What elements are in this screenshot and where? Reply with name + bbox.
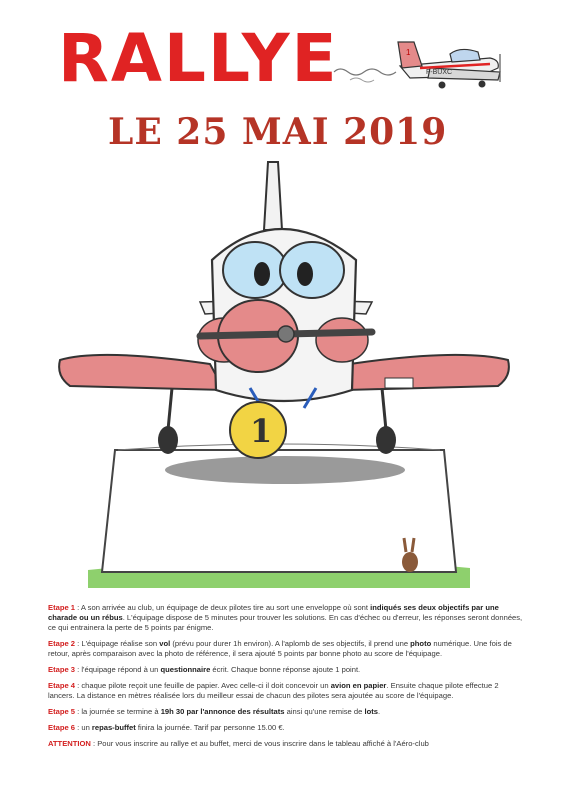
cartoon-plane-illustration	[0, 150, 569, 595]
step-text: : L'équipage réalise son	[75, 639, 160, 648]
left-pupil	[254, 262, 270, 286]
wing-marking	[385, 378, 413, 388]
right-gear-strut	[382, 388, 386, 430]
tail-fin	[264, 162, 282, 230]
small-plane-registration: F-BUXC	[426, 69, 453, 76]
step-text: : A son arrivée au club, un équipage de deux pilotes tire au sort une enveloppe où sont	[75, 603, 371, 612]
step-text: ainsi qu'une remise de	[284, 707, 365, 716]
left-wing	[59, 355, 224, 390]
step-text: : un	[75, 723, 92, 732]
right-cheek	[316, 318, 368, 362]
step-paragraph	[48, 707, 526, 717]
step-text: : chaque pilote reçoit une feuille de papier. Avec celle-ci il doit concevoir un	[75, 681, 331, 690]
step-label: ATTENTION	[48, 739, 91, 748]
step-paragraph	[48, 603, 526, 633]
event-date: LE 25 MAI 2019	[108, 111, 448, 153]
step-paragraph	[48, 739, 526, 749]
step-highlight: avion en papier	[330, 681, 387, 690]
smoke-trail-lower	[350, 78, 374, 82]
step-text: : la journée se termine à	[75, 707, 161, 716]
step-label: Etape 1	[48, 603, 76, 612]
rabbit	[402, 552, 418, 572]
step-text: .	[377, 707, 381, 716]
smoke-trail	[334, 69, 396, 75]
step-text: écrit. Chaque bonne réponse ajoute 1 point.	[210, 665, 361, 674]
step-highlight: lots	[364, 707, 378, 716]
step-text: : l'équipage répond à un	[75, 665, 161, 674]
step-text: . Ensuite chaque pilote effectue 2 lancers. La distance en mètres réalisée lors du meilleur essai de chacun des pilotes sera ajoutée au score de l'équipage.	[48, 681, 499, 700]
medal-number: 1	[250, 412, 273, 450]
small-plane-wheel	[479, 81, 486, 88]
left-gear-strut	[168, 388, 172, 430]
plane-shadow	[165, 456, 405, 484]
right-wheel	[376, 426, 396, 454]
step-text: . L'équipage dispose de 5 minutes pour trouver les solutions. En cas d'échec ou d'erreur, les réponses seront données, ce qui entrainera la perte de 5 points par énigme.	[48, 613, 523, 632]
step-text: numérique. Une fois de retour, après comparaison avec la photo de référence, il sera ajouté 5 points par bonne photo au score de l'équipage.	[48, 639, 512, 658]
step-label: Etape 3	[48, 665, 76, 674]
step-paragraph	[48, 681, 526, 701]
step-label: Etape 5	[48, 707, 76, 716]
step-highlight: vol	[159, 639, 171, 648]
step-highlight: photo	[410, 639, 432, 648]
rules-text	[48, 603, 526, 755]
step-highlight: indiqués ses deux objectifs par une charade ou un rébus	[48, 603, 499, 622]
small-plane-tail-number: 1	[406, 48, 411, 57]
step-paragraph	[48, 723, 526, 733]
step-highlight: questionnaire	[160, 665, 211, 674]
small-plane-wheel	[439, 82, 446, 89]
step-text: : Pour vous inscrire au rallye et au buffet, merci de vous inscrire dans le tableau affiché à l'Aéro-club	[90, 739, 429, 748]
step-text: (prévu pour durer 1h environ). A l'aplomb de ses objectifs, il prend une	[170, 639, 411, 648]
left-wheel	[158, 426, 178, 454]
step-paragraph	[48, 639, 526, 659]
step-label: Etape 2	[48, 639, 76, 648]
step-text: finira la journée. Tarif par personne 15.00 €.	[135, 723, 285, 732]
small-plane-canopy	[450, 49, 480, 62]
step-paragraph	[48, 665, 526, 675]
propeller-hub	[278, 326, 294, 342]
step-label: Etape 4	[48, 681, 76, 690]
small-plane-drawing	[330, 28, 510, 98]
right-wing	[346, 355, 509, 390]
step-label: Etape 6	[48, 723, 76, 732]
step-highlight: repas-buffet	[91, 723, 136, 732]
step-highlight: 19h 30 par l'annonce des résultats	[160, 707, 285, 716]
poster-title: RALLYE	[58, 20, 339, 97]
right-pupil	[297, 262, 313, 286]
